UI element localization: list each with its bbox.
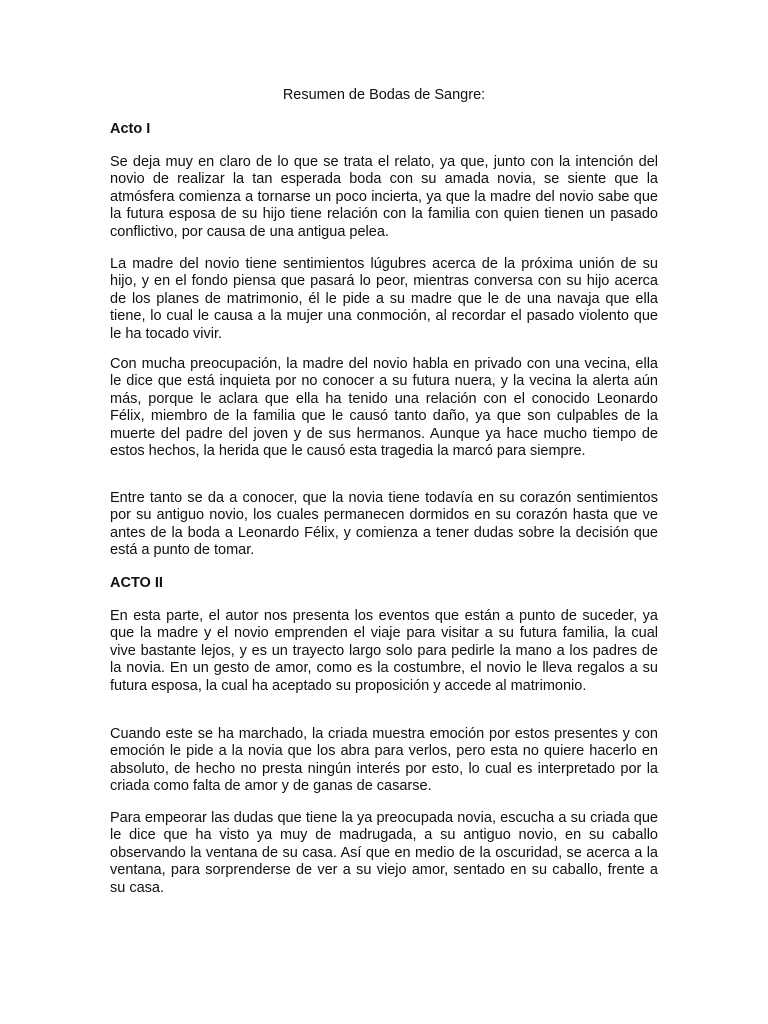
document-title: Resumen de Bodas de Sangre: [282,87,486,103]
section-heading-acto-2: ACTO II [110,575,163,591]
paragraph-acto1-2: La madre del novio tiene sentimientos lúgubres acerca de la próxima unión de su hijo, y en el fondo piensa que pasará lo peor, mientras conversa con su hijo acerca de los planes de matrimonio, él le pide a su madre que le de una navaja que ella tiene, lo cual le causa a la mujer una conmoción, al recordar el pasado violento que le ha tocado vivir. [110,256,658,342]
paragraph-acto2-2: Cuando este se ha marchado, la criada muestra emoción por estos presentes y con emoción le pide a la novia que los abra para verlos, pero esta no quiere hacerlo en absoluto, de hecho no presta ningún interés por esto, lo cual es interpretado por la criada como falta de amor y de ganas de casarse. [110,726,658,795]
paragraph-acto1-3: Con mucha preocupación, la madre del novio habla en privado con una vecina, ella le dice que está inquieta por no conocer a su futura nuera, y la vecina la alerta aún más, porque le aclara que ella ha tenido una relación con el conocido Leonardo Félix, miembro de la familia que le causó tanto daño, ya que son culpables de la muerte del padre del joven y de sus hermanos. Aunque ya hace mucho tiempo de estos hechos, la herida que le causó esta tragedia la marcó para siempre. [110,356,658,460]
paragraph-acto2-3: Para empeorar las dudas que tiene la ya preocupada novia, escucha a su criada que le dice que ha visto ya muy de madrugada, a su antiguo novio, en su caballo observando la ventana de su casa. Así que en medio de la oscuridad, se acerca a la ventana, para sorprenderse de ver a su viejo amor, sentado en su caballo, frente a su casa. [110,810,658,896]
paragraph-acto1-1: Se deja muy en claro de lo que se trata el relato, ya que, junto con la intención del novio de realizar la tan esperada boda con su amada novia, se siente que la atmósfera comienza a tornarse un poco incierta, ya que la madre del novio sabe que la futura esposa de su hijo tiene relación con la familia con quien tienen un pasado conflictivo, por causa de una antigua pelea. [110,154,658,240]
paragraph-acto2-1: En esta parte, el autor nos presenta los eventos que están a punto de suceder, ya que la madre y el novio emprenden el viaje para visitar a su futura familia, la cual vive bastante lejos, y es un trayecto largo solo para pedirle la mano a los padres de la novia. En un gesto de amor, como es la costumbre, el novio le lleva regalos a su futura esposa, la cual ha aceptado su proposición y accede al matrimonio. [110,608,658,694]
paragraph-acto1-4: Entre tanto se da a conocer, que la novia tiene todavía en su corazón sentimientos por su antiguo novio, los cuales permanecen dormidos en su corazón hasta que ve antes de la boda a Leonardo Félix, y comienza a tener dudas sobre la decisión que está a punto de tomar. [110,490,658,559]
section-heading-acto-1: Acto I [110,121,151,137]
